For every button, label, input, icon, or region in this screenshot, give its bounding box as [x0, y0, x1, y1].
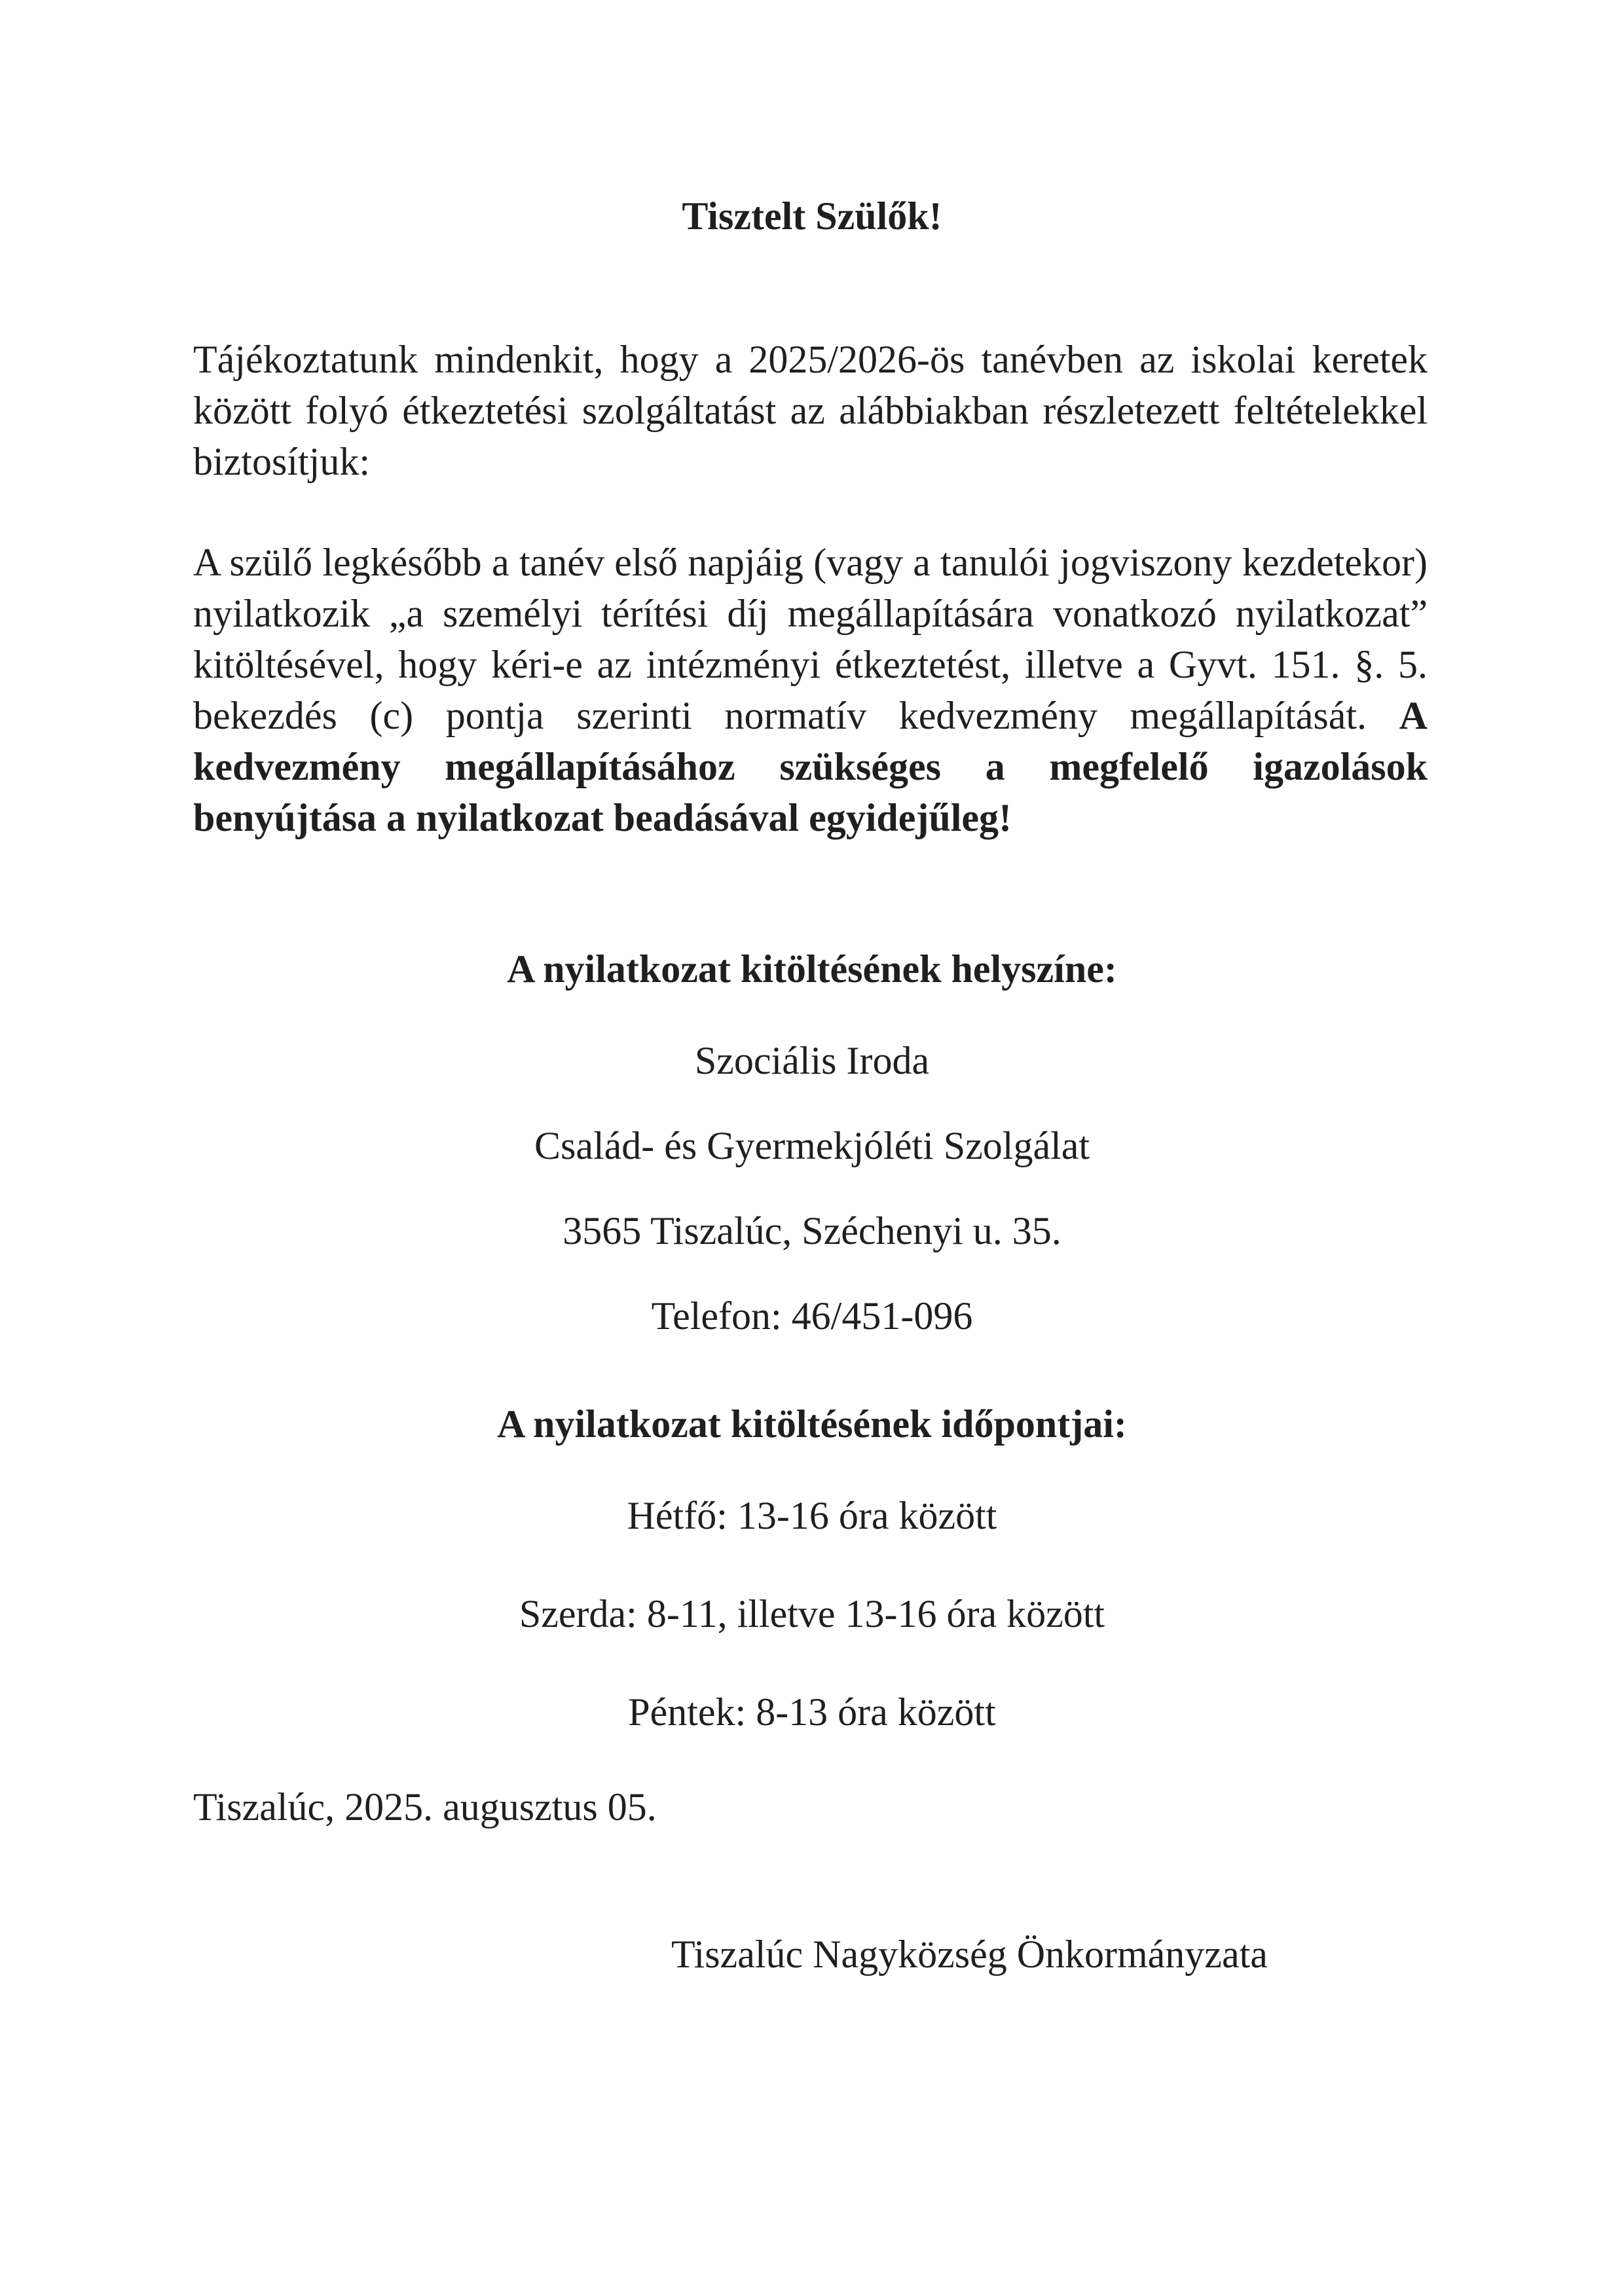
location-heading: A nyilatkozat kitöltésének helyszíne:: [507, 947, 1117, 991]
office-address: 3565 Tiszalúc, Széchenyi u. 35.: [563, 1209, 1061, 1252]
intro-paragraph: Tájékoztatunk mindenkit, hogy a 2025/2026-ös tanévben az iskolai keretek között folyó étkeztetési szolgáltatást az alábbiakban részletezett feltételekkel biztosítjuk:: [193, 338, 1428, 483]
schedule-monday: Hétfő: 13-16 óra között: [627, 1494, 997, 1537]
main-paragraph: [193, 537, 1428, 843]
service-name: Család- és Gyermekjóléti Szolgálat: [534, 1124, 1090, 1167]
signature-line: Tiszalúc Nagyközség Önkormányzata: [671, 1933, 1268, 1976]
date-line: Tiszalúc, 2025. augusztus 05.: [193, 1785, 657, 1829]
office-phone: Telefon: 46/451-096: [651, 1294, 973, 1338]
office-name: Szociális Iroda: [694, 1039, 930, 1082]
schedule-friday: Péntek: 8-13 óra között: [628, 1690, 996, 1734]
schedule-heading: A nyilatkozat kitöltésének időpontjai:: [497, 1402, 1127, 1446]
salutation-heading: Tisztelt Szülők!: [682, 194, 942, 238]
schedule-wednesday: Szerda: 8-11, illetve 13-16 óra között: [519, 1592, 1105, 1635]
main-paragraph-bold-notice: A kedvezmény megállapításához szükséges a megfelelő igazolások benyújtása a nyilatkozat beadásával egyidejűleg!: [193, 694, 1428, 839]
main-paragraph-text: A szülő legkésőbb a tanév első napjáig (vagy a tanulói jogviszony kezdetekor) nyilatkozik „a személyi térítési díj megállapítására vonatkozó nyilatkozat” kitöltésével, hogy kéri-e az intézményi étkeztetést, illetve a Gyvt. 151. §. 5. bekezdés (c) pontja szerinti normatív kedvezmény megállapítását.: [193, 541, 1428, 737]
